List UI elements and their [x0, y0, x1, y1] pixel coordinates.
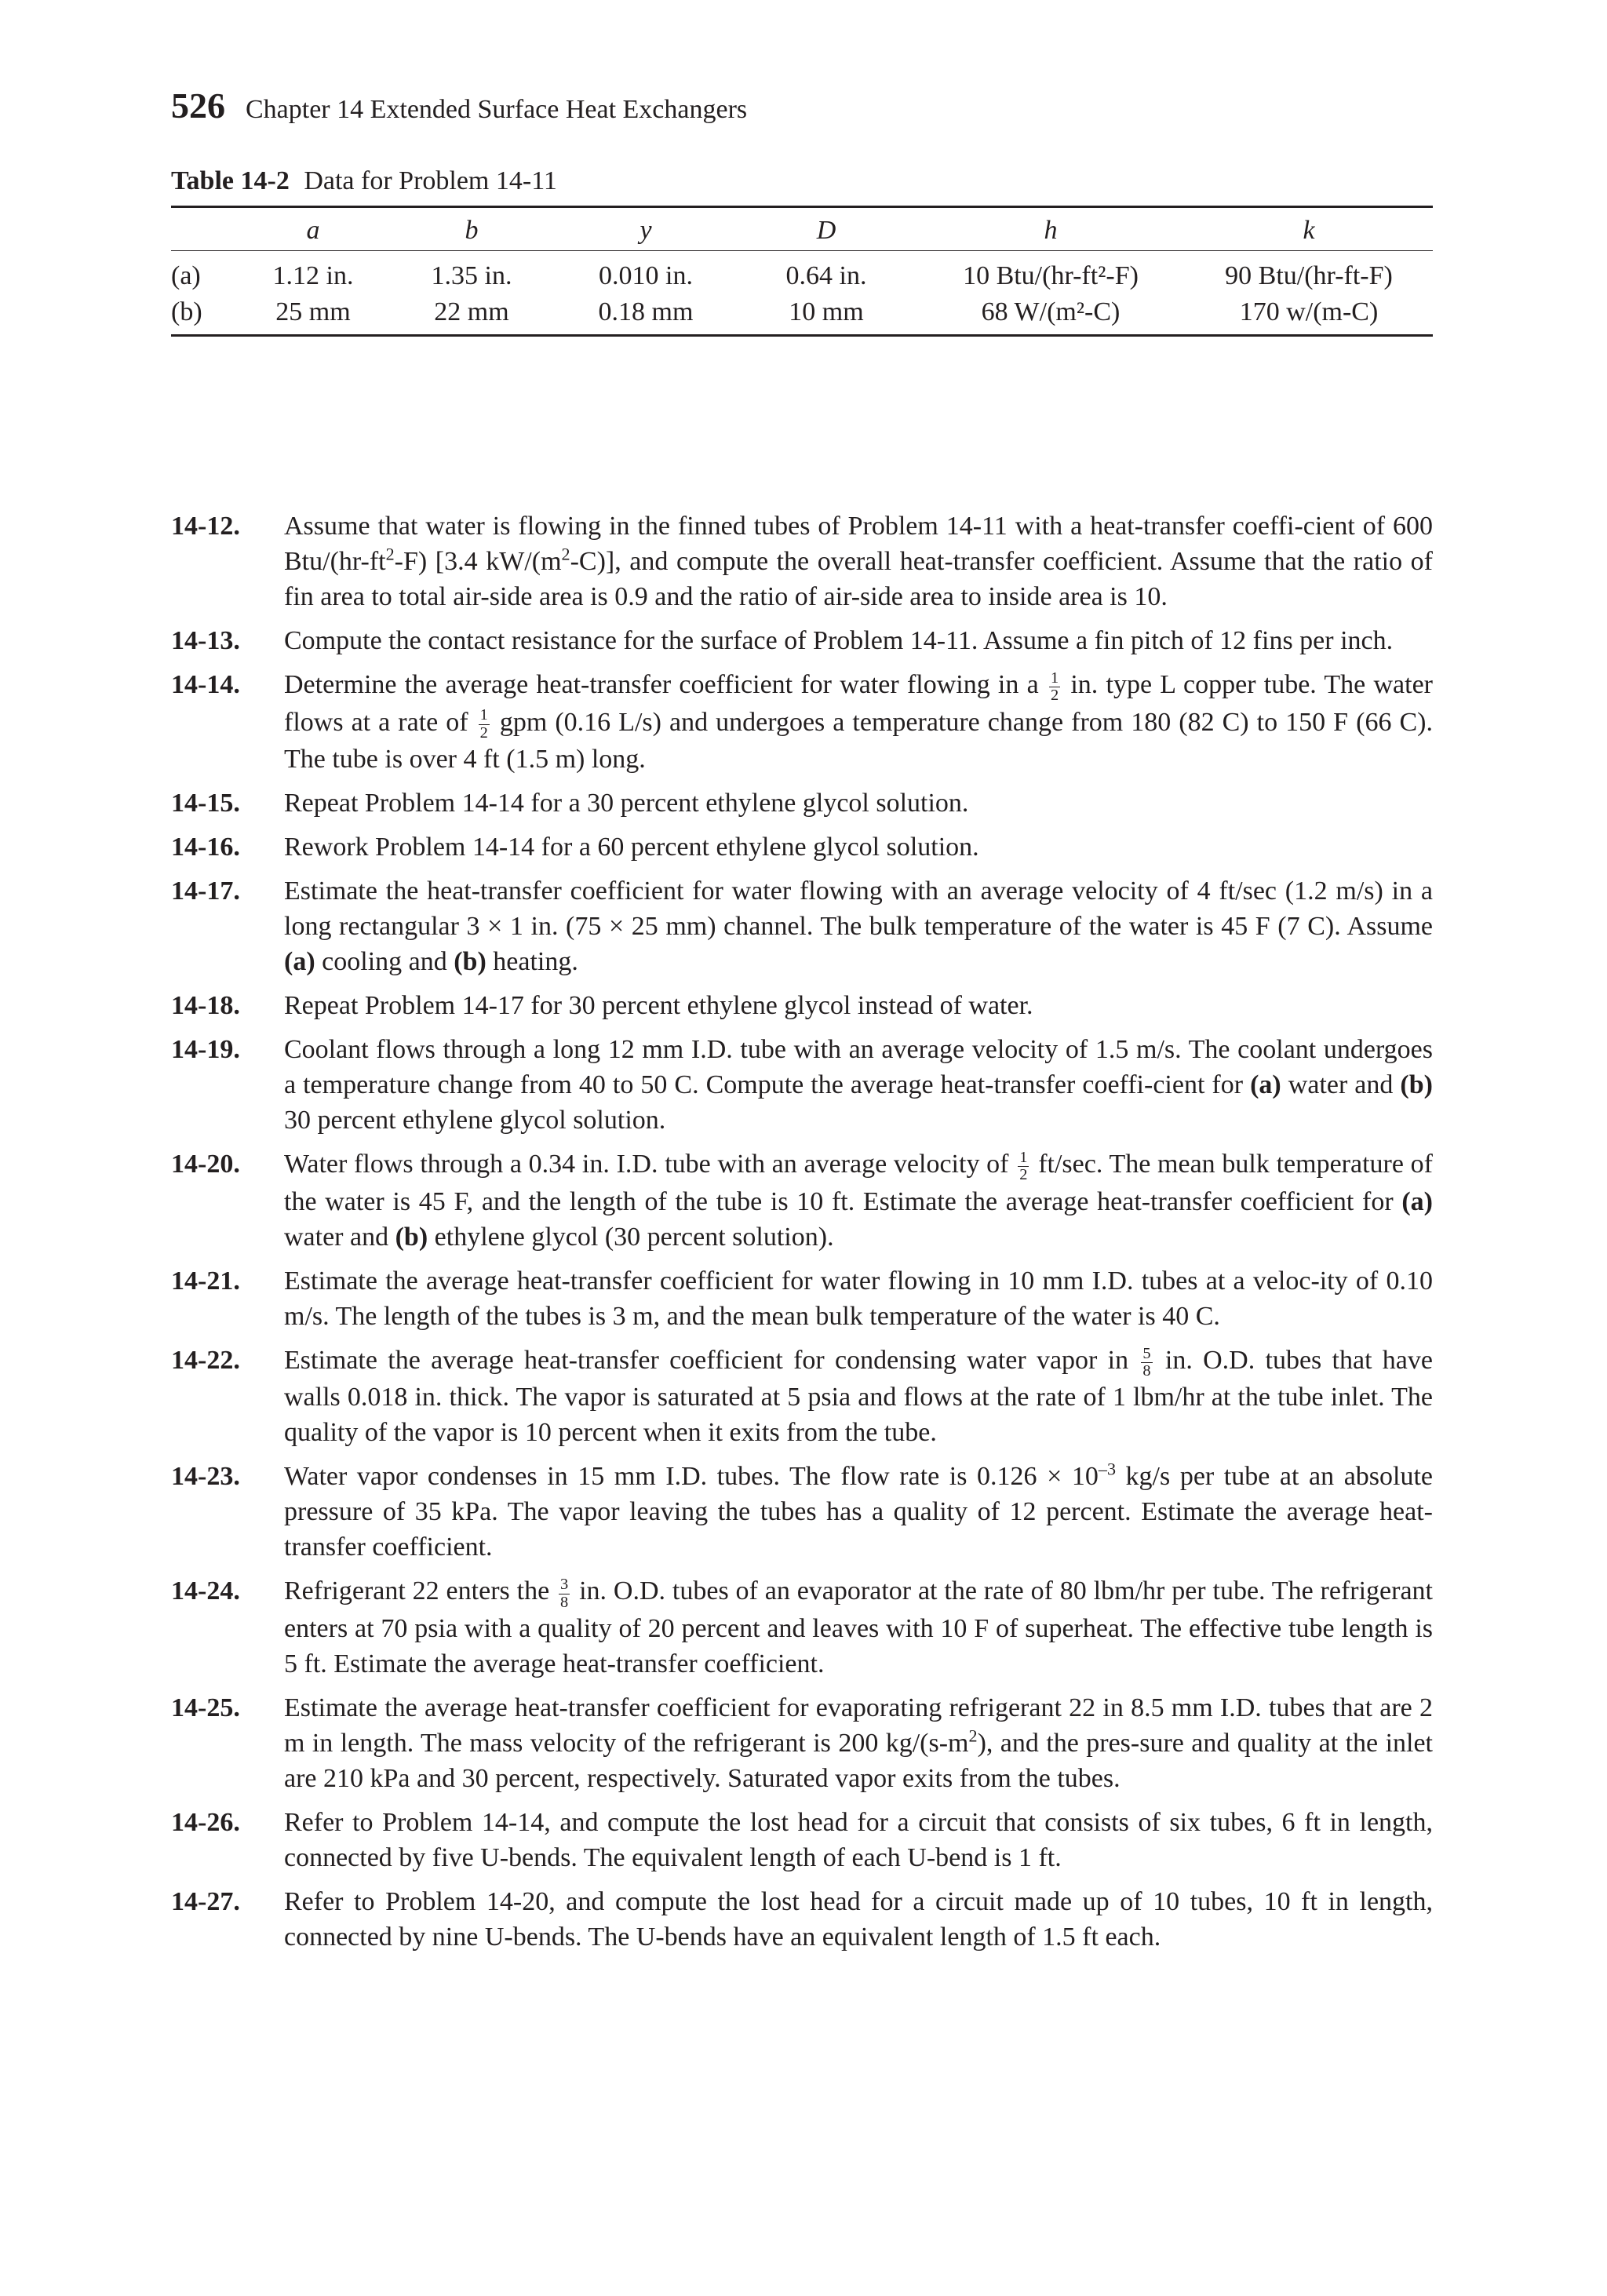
problem-number: 14-18. [171, 991, 240, 1021]
problem-text [284, 1343, 1433, 1451]
table-header-cell: h [916, 207, 1185, 251]
text-run: Compute the contact resistance for the surface of Problem 14-11. Assume a fin pitch of 12 fins per inch. [284, 626, 1394, 655]
problem-item [171, 508, 1433, 614]
table-cell: 22 mm [388, 294, 556, 336]
superscript: 2 [561, 544, 570, 564]
text-run: ), and the pres-sure and quality at the inlet are 210 kPa and 30 percent, respectively. Saturated vapor exits from the tubes. [284, 1728, 1433, 1793]
table-cell: 0.010 in. [599, 261, 693, 290]
problem-item [171, 1573, 1433, 1682]
text-run: Estimate the average heat-transfer coefficient for water flowing in 10 mm I.D. tubes at a veloc-ity of 0.10 m/s. The length of the tubes is 3 m, and the mean bulk temperature of the water is 40 C. [284, 1266, 1433, 1331]
table-cell: 170 w/(m-C) [1185, 294, 1433, 336]
fraction-denominator: 8 [560, 1593, 569, 1611]
fraction [479, 707, 490, 742]
text-run: Refer to Problem 14-20, and compute the lost head for a circuit made up of 10 tubes, 10 ft in length, connected by nine U-bends. The U-bends have an equivalent length of 1.5 ft each. [284, 1886, 1433, 1952]
problem-number: 14-14. [171, 670, 240, 699]
problem-text [284, 1263, 1433, 1334]
fraction [559, 1576, 570, 1611]
fraction-denominator: 2 [479, 723, 488, 742]
problem-text [284, 829, 1433, 865]
fraction [1141, 1346, 1152, 1380]
problem-item [171, 988, 1433, 1023]
table-caption [171, 166, 557, 196]
superscript: –3 [1098, 1460, 1116, 1480]
row-label: (b) [171, 294, 239, 336]
fraction-numerator: 5 [1142, 1344, 1151, 1362]
table-label: Table 14-2 [171, 166, 290, 195]
table-cell: 10 Btu/(hr-ft²-F) [963, 261, 1139, 290]
bold-label: (b) [395, 1222, 428, 1252]
text-run: Coolant flows through a long 12 mm I.D. tube with an average velocity of 1.5 m/s. The coolant undergoes a temperature change from 40 to 50 C. Compute the average heat-transfer coeffi-cient for [284, 1035, 1433, 1100]
text-run: ethylene glycol (30 percent solution). [428, 1222, 834, 1252]
fraction-denominator: 2 [1019, 1166, 1028, 1184]
table-cell: 25 mm [239, 294, 388, 336]
running-header [171, 85, 747, 126]
problem-number: 14-20. [171, 1150, 240, 1179]
table-header-cell: y [556, 207, 736, 251]
problem-number: 14-19. [171, 1035, 240, 1065]
problem-text [284, 1805, 1433, 1875]
problem-text [284, 785, 1433, 821]
table-row [171, 294, 1433, 336]
problem-item [171, 623, 1433, 658]
table-title: Data for Problem 14-11 [304, 166, 557, 195]
table-cell: 90 Btu/(hr-ft-F) [1225, 261, 1393, 290]
superscript: 2 [968, 1726, 978, 1746]
table-header-cell: b [388, 207, 556, 251]
fraction-numerator: 1 [1050, 669, 1059, 687]
data-table [171, 206, 1433, 337]
fraction-numerator: 3 [560, 1576, 569, 1594]
problem-text [284, 1690, 1433, 1796]
problem-number: 14-26. [171, 1807, 240, 1837]
bold-label: (a) [1401, 1186, 1433, 1216]
text-run: Water flows through a 0.34 in. I.D. tube with an average velocity of [284, 1150, 1016, 1179]
problem-text [284, 988, 1433, 1023]
text-run: heating. [486, 947, 578, 977]
text-run: 30 percent ethylene glycol solution. [284, 1106, 666, 1135]
bold-label: (a) [284, 947, 315, 977]
problem-item [171, 785, 1433, 821]
table-header-cell [171, 207, 239, 251]
bold-label: (b) [1400, 1070, 1433, 1100]
text-run: gpm (0.16 L/s) and undergoes a temperature change from 180 (82 C) to 150 F (66 C). The tube is over 4 ft (1.5 m) long. [284, 707, 1433, 774]
problem-item [171, 1146, 1433, 1255]
problem-text [284, 1884, 1433, 1955]
text-run: Rework Problem 14-14 for a 60 percent ethylene glycol solution. [284, 833, 979, 862]
bold-label: (a) [1250, 1070, 1281, 1100]
problem-item [171, 1805, 1433, 1875]
text-run: Repeat Problem 14-17 for 30 percent ethylene glycol instead of water. [284, 991, 1033, 1021]
text-run: Assume that water is flowing in the finned tubes of Problem 14-11 with a heat-transfer coeffi-cient of 600 Btu/(hr-ft [284, 512, 1433, 576]
text-run: -F) [3.4 kW/(m [394, 547, 562, 576]
text-run: kg/s per tube at an absolute pressure of 35 kPa. The vapor leaving the tubes has a quality of 12 percent. Estimate the average heat-transfer coefficient. [284, 1462, 1434, 1562]
problem-text [284, 873, 1433, 979]
text-run: in. O.D. tubes of an evaporator at the rate of 80 lbm/hr per tube. The refrigerant enters at 70 psia with a quality of 20 percent and leaves with 10 F of superheat. The effective tube length is 5 ft. Estimate the average heat-transfer coefficient. [284, 1576, 1433, 1678]
problem-item [171, 1343, 1433, 1451]
text-run: Estimate the average heat-transfer coefficient for evaporating refrigerant 22 in 8.5 mm I.D. tubes that are 2 m in length. The mass velocity of the refrigerant is 200 kg/(s-m [284, 1693, 1433, 1758]
problem-number: 14-22. [171, 1345, 240, 1375]
text-run: cooling and [315, 947, 454, 977]
text-run: water and [1281, 1070, 1401, 1100]
table-cell: 10 mm [736, 294, 916, 336]
problem-text [284, 1459, 1433, 1565]
problem-item [171, 1032, 1433, 1138]
text-run: water and [284, 1222, 395, 1252]
fraction-numerator: 1 [479, 706, 488, 724]
problem-item [171, 1884, 1433, 1955]
table-cell: 0.64 in. [785, 261, 867, 290]
bold-label: (b) [454, 947, 486, 977]
problem-number: 14-21. [171, 1266, 240, 1296]
problem-item [171, 1690, 1433, 1796]
text-run: Estimate the average heat-transfer coefficient for condensing water vapor in [284, 1345, 1139, 1375]
page-number: 526 [171, 86, 225, 126]
table-row [171, 251, 1433, 295]
fraction-numerator: 1 [1019, 1148, 1028, 1166]
table-header-cell: a [239, 207, 388, 251]
fraction [1018, 1150, 1029, 1184]
problem-number: 14-24. [171, 1576, 240, 1606]
problem-item [171, 873, 1433, 979]
problem-number: 14-12. [171, 512, 240, 541]
text-run: Estimate the heat-transfer coefficient for water flowing with an average velocity of 4 ft/sec (1.2 m/s) in a long rectangular 3 × 1 in. (75 × 25 mm) channel. The bulk temperature of the water is 45 F (7 C). Assume [284, 876, 1433, 942]
problem-text [284, 1032, 1433, 1138]
table-header-cell: D [736, 207, 916, 251]
problem-item [171, 1459, 1433, 1565]
problem-number: 14-16. [171, 833, 240, 862]
problem-text [284, 1573, 1433, 1682]
table-cell: 68 W/(m²-C) [916, 294, 1185, 336]
table-header-cell: k [1185, 207, 1433, 251]
text-run: in. O.D. tubes that have walls 0.018 in. thick. The vapor is saturated at 5 psia and flows at the rate of 1 lbm/hr at the tube inlet. The quality of the vapor is 10 percent when it exits from the tube. [284, 1345, 1433, 1448]
table-cell: 1.12 in. [272, 261, 354, 290]
problem-item [171, 829, 1433, 865]
text-run: Determine the average heat-transfer coefficient for water flowing in a [284, 670, 1047, 699]
table-header-row [171, 207, 1433, 251]
fraction-denominator: 8 [1142, 1361, 1151, 1379]
table-cell: 1.35 in. [431, 261, 512, 290]
row-label: (a) [171, 261, 201, 290]
problem-text [284, 1146, 1433, 1255]
problem-number: 14-13. [171, 626, 240, 655]
problem-list [171, 508, 1433, 1963]
text-run: Refrigerant 22 enters the [284, 1576, 557, 1606]
problem-text [284, 508, 1433, 614]
problem-number: 14-27. [171, 1886, 240, 1916]
fraction [1049, 670, 1060, 705]
text-run: in. type L copper tube. The water flows at a rate of [284, 670, 1433, 737]
text-run: ft/sec. The mean bulk temperature of the water is 45 F, and the length of the tube is 10 ft. Estimate the average heat-transfer coefficient for [284, 1150, 1433, 1216]
table-cell: 0.18 mm [556, 294, 736, 336]
text-run: Repeat Problem 14-14 for a 30 percent ethylene glycol solution. [284, 789, 969, 818]
fraction-denominator: 2 [1050, 687, 1059, 705]
problem-number: 14-23. [171, 1462, 240, 1492]
problem-number: 14-15. [171, 789, 240, 818]
text-run: -C)], and compute the overall heat-transfer coefficient. Assume that the ratio of fin area to total air-side area is 0.9 and the ratio of air-side area to inside area is 10. [284, 547, 1433, 611]
problem-number: 14-25. [171, 1693, 240, 1722]
problem-item [171, 667, 1433, 777]
problem-item [171, 1263, 1433, 1334]
problem-text [284, 667, 1433, 777]
problem-number: 14-17. [171, 876, 240, 906]
superscript: 2 [385, 544, 395, 564]
problem-text [284, 623, 1433, 658]
text-run: Water vapor condenses in 15 mm I.D. tubes. The flow rate is 0.126 × 10 [284, 1462, 1099, 1492]
chapter-title: Chapter 14 Extended Surface Heat Exchangers [246, 95, 748, 124]
text-run: Refer to Problem 14-14, and compute the lost head for a circuit that consists of six tubes, 6 ft in length, connected by five U-bends. The equivalent length of each U-bend is 1 ft. [284, 1807, 1433, 1872]
